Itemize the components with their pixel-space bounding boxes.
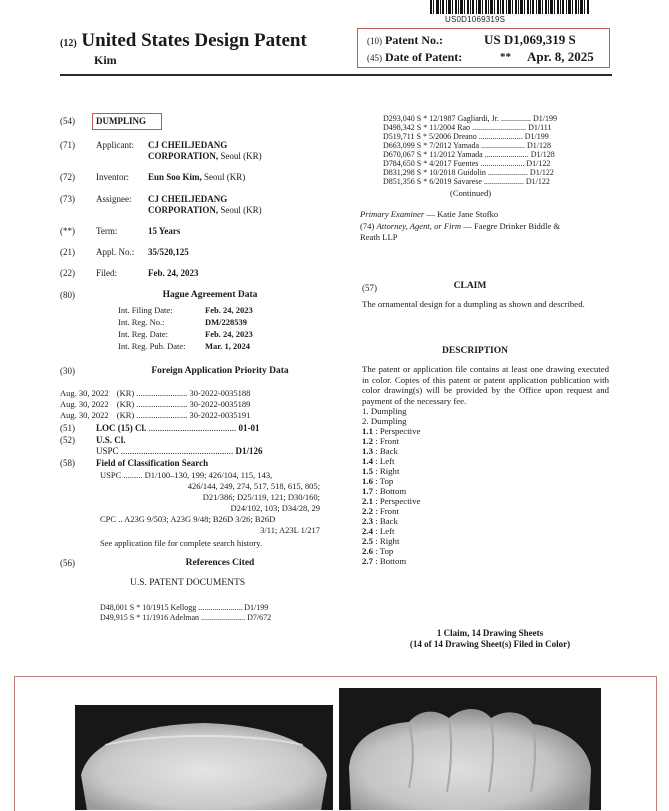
view-text: Dumpling	[370, 406, 407, 416]
foreign-dots: ........................	[136, 399, 188, 409]
ref-dots: ....................	[483, 177, 524, 186]
foreign-date: Aug. 30, 2022	[60, 410, 109, 420]
field-line: D21/386; D25/119, 121; D30/160;	[202, 492, 320, 502]
view-text: : Back	[375, 516, 398, 526]
us-cl-label: U.S. Cl.	[96, 435, 126, 445]
loc-dots: .......................................	[148, 423, 237, 433]
view-text: : Bottom	[375, 556, 407, 566]
view-num: 2.	[362, 416, 369, 426]
applicant-name-line1: CJ CHEILJEDANG	[148, 140, 228, 150]
ref-star: *	[136, 613, 141, 622]
attorney-label: Attorney, Agent, or Firm	[376, 221, 462, 231]
view-text: : Left	[375, 526, 395, 536]
reference-row	[383, 141, 551, 150]
ref-star: *	[423, 123, 428, 132]
appl-no-code: (21)	[60, 247, 75, 257]
hague-row-label: Int. Filing Date:	[118, 305, 173, 315]
foreign-row	[60, 399, 250, 409]
ref-number: D663,099 S	[383, 141, 422, 150]
ref-star: *	[423, 168, 428, 177]
ref-name: Fuentes	[453, 159, 479, 168]
ref-number: D831,298 S	[383, 168, 422, 177]
ref-name: Kellogg	[170, 603, 197, 612]
ref-dots: ......................	[481, 141, 526, 150]
view-text: : Back	[375, 446, 398, 456]
view-item	[362, 546, 522, 556]
field-line: D24/102, 103; D34/28, 29	[230, 503, 320, 513]
inventor-value	[148, 172, 245, 182]
ref-class: D1/128	[527, 141, 552, 150]
appl-no-label: Appl. No.:	[96, 247, 135, 257]
view-num: 2.4	[362, 526, 373, 536]
attorney-code: (74)	[360, 221, 375, 231]
reference-row	[100, 613, 271, 622]
ref-dots: ...........................	[472, 123, 527, 132]
claim-text: The ornamental design for a dumpling as shown and described.	[362, 299, 585, 309]
view-num: 1.1	[362, 426, 373, 436]
inventor-code: (72)	[60, 172, 75, 182]
reference-row	[383, 177, 550, 186]
claim-code: (57)	[362, 283, 377, 293]
view-num: 1.6	[362, 476, 373, 486]
loc-code: (51)	[60, 423, 75, 433]
inventor-surname: Kim	[94, 53, 117, 67]
hague-row-value: Feb. 24, 2023	[205, 329, 253, 339]
view-item	[362, 536, 522, 546]
view-item	[362, 476, 522, 486]
reference-row	[383, 123, 551, 132]
ref-star: *	[423, 150, 428, 159]
attorney-line1	[360, 221, 560, 231]
ref-date: 4/2017	[429, 159, 452, 168]
ref-dots: ......................	[480, 159, 525, 168]
loc-label: LOC (15) Cl.	[96, 423, 147, 433]
dumpling-shape-front	[75, 705, 333, 810]
design-title: DUMPLING	[96, 116, 146, 126]
patent-type-text: United States Design Patent	[81, 30, 307, 51]
reference-row	[383, 150, 555, 159]
barcode-graphic	[430, 0, 590, 14]
loc-value: 01-01	[238, 423, 260, 433]
term-value: 15 Years	[148, 226, 181, 236]
references-continued: (Continued)	[450, 188, 492, 198]
ref-number: D498,342 S	[383, 123, 422, 132]
description-title: DESCRIPTION	[442, 346, 508, 356]
view-text: : Perspective	[375, 496, 421, 506]
filed-value: Feb. 24, 2023	[148, 268, 199, 278]
assignee-label: Assignee:	[96, 194, 132, 204]
field-line: CPC .. A23G 9/503; A23G 9/48; B26D 3/26; B26D	[100, 514, 276, 524]
ref-class: D1/199	[244, 603, 269, 612]
view-num: 1.5	[362, 466, 373, 476]
ref-star: *	[423, 177, 428, 186]
hague-row-label: Int. Reg. No.:	[118, 317, 165, 327]
view-item	[362, 426, 522, 436]
uspc-row	[96, 446, 263, 456]
examiner-name: — Katie Jane Stofko	[426, 209, 499, 219]
view-num: 1.3	[362, 446, 373, 456]
foreign-code: (30)	[60, 366, 75, 376]
ref-star: *	[423, 159, 428, 168]
foreign-row	[60, 410, 250, 420]
view-text: : Front	[375, 436, 399, 446]
view-num: 1.2	[362, 436, 373, 446]
view-text: : Left	[375, 456, 395, 466]
view-num: 2.2	[362, 506, 373, 516]
applicant-location: Seoul (KR)	[220, 151, 262, 161]
filed-code: (22)	[60, 268, 75, 278]
dumpling-photo-perspective	[339, 688, 601, 810]
field-line: 3/11; A23L 1/217	[260, 525, 320, 535]
patent-type-number: (12)	[60, 38, 77, 49]
ref-date: 11/2012	[429, 150, 456, 159]
ref-name: Yamada	[453, 141, 480, 150]
ref-star: *	[423, 141, 428, 150]
hague-row-value: DM/228539	[205, 317, 248, 327]
ref-class: D1/128	[530, 150, 555, 159]
ref-number: D784,650 S	[383, 159, 422, 168]
foreign-number: 30-2022-0035188	[189, 388, 251, 398]
us-cl-code: (52)	[60, 435, 75, 445]
header-divider	[60, 74, 612, 76]
foreign-number: 30-2022-0035189	[189, 399, 251, 409]
title-code: (54)	[60, 116, 75, 126]
ref-class: D1/199	[524, 132, 549, 141]
hague-title: Hague Agreement Data	[162, 290, 258, 300]
ref-date: 10/1915	[142, 603, 169, 612]
ref-class: D1/199	[533, 114, 558, 123]
inventor-label: Inventor:	[96, 172, 129, 182]
date-of-patent-value: Apr. 8, 2025	[527, 49, 594, 64]
assignee-name-line2	[148, 205, 262, 215]
ref-dots: ......................	[484, 150, 529, 159]
term-code: (**)	[60, 226, 75, 236]
refs-title: References Cited	[185, 558, 255, 568]
view-item	[362, 556, 522, 566]
foreign-date: Aug. 30, 2022	[60, 388, 109, 398]
ref-name: Adelman	[169, 613, 200, 622]
ref-number: D670,067 S	[383, 150, 422, 159]
view-num: 2.1	[362, 496, 373, 506]
uspc-value: D1/126	[235, 446, 263, 456]
hague-row-label: Int. Reg. Pub. Date:	[118, 341, 186, 351]
reference-row	[383, 114, 557, 123]
filed-label: Filed:	[96, 268, 118, 278]
view-item	[362, 496, 522, 506]
assignee-corp: CORPORATION,	[148, 205, 219, 215]
view-text: : Right	[375, 466, 400, 476]
ref-date: 12/1987	[429, 114, 456, 123]
ref-star: *	[422, 132, 427, 141]
field-label: Field of Classification Search	[96, 458, 209, 468]
foreign-dots: ........................	[136, 388, 188, 398]
view-item	[362, 506, 522, 516]
assignee-code: (73)	[60, 194, 75, 204]
claim-title: CLAIM	[453, 281, 487, 291]
ref-class: D1/122	[526, 159, 551, 168]
view-num: 1.	[362, 406, 369, 416]
examiner-label: Primary Examiner	[360, 209, 425, 219]
view-item	[362, 526, 522, 536]
foreign-country: (KR)	[116, 399, 135, 409]
reference-row	[383, 132, 549, 141]
attorney-line2: Reath LLP	[360, 232, 398, 242]
view-text: : Bottom	[375, 486, 407, 496]
ref-name: Rao	[457, 123, 471, 132]
applicant-label: Applicant:	[96, 140, 134, 150]
view-text: : Perspective	[375, 426, 421, 436]
ref-name: Yamada	[456, 150, 483, 159]
primary-examiner	[360, 209, 498, 219]
ref-date: 10/2018	[429, 168, 456, 177]
refs-code: (56)	[60, 558, 75, 568]
ref-name: Savarese	[453, 177, 482, 186]
ref-number: D293,040 S	[383, 114, 422, 123]
assignee-name-line1: CJ CHEILJEDANG	[148, 194, 228, 204]
view-item	[362, 436, 522, 446]
ref-number: D519,711 S	[383, 132, 421, 141]
dumpling-shape-perspective	[339, 688, 601, 810]
ref-star: *	[423, 114, 428, 123]
view-item	[362, 516, 522, 526]
hague-code: (80)	[60, 290, 75, 300]
patent-number-label: Patent No.:	[385, 33, 443, 47]
ref-date: 5/2006	[428, 132, 452, 141]
view-text: : Front	[375, 506, 399, 516]
view-text: : Top	[375, 476, 394, 486]
hague-row-label: Int. Reg. Date:	[118, 329, 169, 339]
attorney-name: — Faegre Drinker Biddle &	[463, 221, 561, 231]
barcode-number: US0D1069319S	[445, 15, 506, 24]
patent-number-value: US D1,069,319 S	[484, 32, 576, 47]
view-num: 2.3	[362, 516, 373, 526]
patent-type-title	[60, 30, 307, 52]
view-item	[362, 486, 522, 496]
ref-class: D1/122	[525, 177, 550, 186]
field-code: (58)	[60, 458, 75, 468]
ref-name: Dreano	[453, 132, 477, 141]
applicant-code: (71)	[60, 140, 75, 150]
view-item	[362, 416, 522, 426]
loc-row	[96, 423, 260, 433]
field-line: 426/144, 249, 274, 517, 518, 615, 805;	[187, 481, 320, 491]
foreign-date: Aug. 30, 2022	[60, 399, 109, 409]
description-text: The patent or application file contains at least one drawing executed in color. Copies of this patent or patent application publication with color drawing(s) will be provided by the Office upon request and payment of the necessary fee.	[362, 364, 609, 406]
date-of-patent-code: (45)	[367, 53, 382, 63]
dumpling-photo-front	[75, 705, 333, 810]
view-list	[362, 406, 522, 566]
view-num: 2.6	[362, 546, 373, 556]
hague-row-value: Feb. 24, 2023	[205, 305, 253, 315]
assignee-location: Seoul (KR)	[220, 205, 262, 215]
foreign-dots: ........................	[136, 410, 188, 420]
view-num: 2.7	[362, 556, 373, 566]
view-text: Dumpling	[370, 416, 407, 426]
sheets-line2: (14 of 14 Drawing Sheet(s) Filed in Color)	[409, 639, 571, 649]
ref-name: Guidolin	[457, 168, 486, 177]
ref-star: *	[136, 603, 141, 612]
view-item	[362, 456, 522, 466]
date-of-patent-row	[367, 50, 462, 65]
ref-number: D49,915 S	[100, 613, 135, 622]
view-num: 2.5	[362, 536, 373, 546]
view-num: 1.7	[362, 486, 373, 496]
date-stars: **	[500, 51, 511, 63]
ref-class: D7/672	[247, 613, 272, 622]
reference-row	[383, 168, 554, 177]
view-num: 1.4	[362, 456, 373, 466]
ref-dots: ....................	[487, 168, 528, 177]
foreign-title: Foreign Application Priority Data	[151, 366, 289, 376]
view-item	[362, 406, 522, 416]
foreign-country: (KR)	[116, 410, 135, 420]
applicant-name-line2	[148, 151, 262, 161]
appl-no-value: 35/520,125	[148, 247, 189, 257]
ref-number: D48,001 S	[100, 603, 135, 612]
view-text: : Right	[375, 536, 400, 546]
ref-dots: ......................	[198, 603, 243, 612]
foreign-country: (KR)	[116, 388, 135, 398]
patent-number-row	[367, 33, 443, 48]
foreign-row	[60, 388, 250, 398]
reference-row	[100, 603, 268, 612]
foreign-number: 30-2022-0035191	[189, 410, 251, 420]
date-of-patent-label: Date of Patent:	[385, 50, 463, 64]
ref-date: 6/2019	[429, 177, 452, 186]
field-line: USPC ......... D1/100–130, 199; 426/104, 115, 143,	[100, 470, 273, 480]
ref-class: D1/111	[528, 123, 552, 132]
ref-dots: ...............	[501, 114, 532, 123]
sheets-line1: 1 Claim, 14 Drawing Sheets	[436, 628, 544, 638]
refs-subtitle: U.S. PATENT DOCUMENTS	[130, 578, 246, 588]
inventor-location: Seoul (KR)	[204, 172, 246, 182]
patent-number-code: (10)	[367, 36, 382, 46]
uspc-dots: ..................................................	[120, 446, 234, 456]
ref-dots: ......................	[478, 132, 523, 141]
term-label: Term:	[96, 226, 118, 236]
view-item	[362, 466, 522, 476]
ref-number: D851,356 S	[383, 177, 422, 186]
ref-date: 7/2012	[429, 141, 452, 150]
ref-date: 11/1916	[142, 613, 169, 622]
ref-date: 11/2004	[429, 123, 456, 132]
uspc-label: USPC	[96, 446, 119, 456]
inventor-name: Eun Soo Kim,	[148, 172, 202, 182]
applicant-corp: CORPORATION,	[148, 151, 219, 161]
ref-class: D1/122	[529, 168, 554, 177]
reference-row	[383, 159, 550, 168]
view-text: : Top	[375, 546, 394, 556]
ref-dots: ......................	[201, 613, 246, 622]
hague-row-value: Mar. 1, 2024	[205, 341, 251, 351]
view-item	[362, 446, 522, 456]
ref-name: Gagliardi, Jr.	[457, 114, 500, 123]
field-note: See application file for complete search history.	[100, 538, 263, 548]
